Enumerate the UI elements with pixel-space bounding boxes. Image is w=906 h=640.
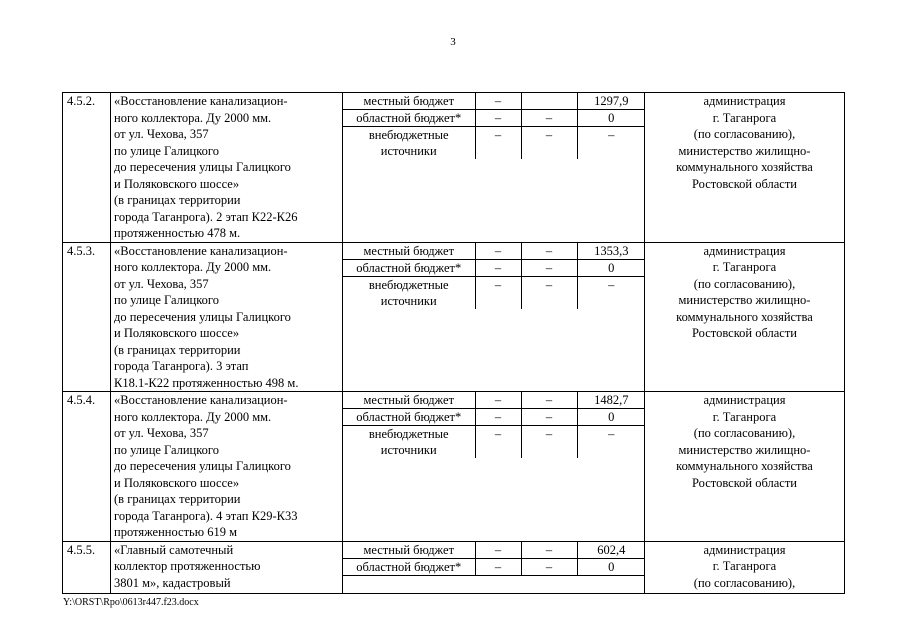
measure-name [111, 541, 343, 593]
funding-value [521, 93, 577, 110]
funding-value: – [608, 277, 615, 292]
measure-name-line: протяженностью 478 м. [114, 226, 241, 240]
row-number: 4.5.4. [63, 392, 111, 542]
funding-row [343, 110, 645, 127]
measure-name-line: города Таганрога). 2 этап К22-К26 [114, 209, 298, 224]
responsible-line: министерство жилищно- [678, 442, 811, 457]
measure-name-line: до пересечения улицы Галицкого [114, 309, 291, 324]
responsible-line: министерство жилищно- [678, 143, 811, 158]
responsible-line: Ростовской области [692, 176, 797, 191]
responsible-line: (по согласованию), [693, 575, 796, 590]
responsible [645, 93, 845, 243]
measure-name-line: по улице Галицкого [114, 293, 219, 307]
funding-value: – [475, 426, 521, 459]
responsible [645, 541, 845, 593]
responsible [645, 242, 845, 392]
row-number: 4.5.2. [63, 93, 111, 243]
responsible-line: г. Таганрога [712, 409, 777, 424]
funding-value: 602,4 [577, 542, 645, 559]
measure-name-line: К18.1-К22 протяженностью 498 м. [114, 375, 299, 390]
measure-name-line: от ул. Чехова, 357 [114, 127, 209, 141]
funding-value: – [521, 558, 577, 575]
responsible-line: администрация [703, 542, 786, 557]
funding-row [343, 276, 645, 309]
measure-name [111, 93, 343, 243]
funding-cell [343, 541, 645, 593]
measure-name-line: «Восстановление канализацион- [114, 243, 288, 258]
measure-name-line: города Таганрога). 3 этап [114, 359, 249, 373]
responsible-line: г. Таганрога [712, 559, 777, 573]
funding-value: – [475, 276, 521, 309]
funding-value: – [475, 392, 521, 409]
responsible-line: (по согласованию), [693, 127, 796, 141]
responsible-line: администрация [703, 393, 786, 407]
funding-value: – [475, 127, 521, 160]
table-row [63, 541, 845, 593]
funding-value: – [521, 426, 577, 459]
funding-source: областной бюджет* [343, 409, 475, 426]
funding-value: – [475, 110, 521, 127]
funding-row [343, 259, 645, 276]
measure-name-line: (в границах территории [114, 342, 241, 357]
responsible-line: Ростовской области [692, 475, 797, 490]
responsible-line: г. Таганрога [712, 260, 777, 274]
funding-source: внебюджетные источники [343, 426, 475, 459]
funding-row [343, 542, 645, 559]
funding-source: областной бюджет* [343, 110, 475, 127]
funding-source: внебюджетные источники [343, 276, 475, 309]
measure-name-line: и Поляковского шоссе» [114, 326, 240, 340]
funding-value: – [521, 243, 577, 260]
funding-value: – [475, 409, 521, 426]
measure-name-line: по улице Галицкого [114, 143, 219, 158]
funding-value: – [521, 127, 577, 160]
measures-table [62, 92, 845, 594]
funding-source: областной бюджет* [343, 558, 475, 575]
measure-name-line: и Поляковского шоссе» [114, 176, 240, 191]
measure-name-line: ного коллектора. Ду 2000 мм. [114, 260, 272, 274]
measure-name-line: «Восстановление канализацион- [114, 94, 288, 108]
funding-value: – [475, 243, 521, 260]
measure-name-line: по улице Галицкого [114, 442, 219, 457]
row-number: 4.5.5. [63, 541, 111, 593]
funding-value: 1482,7 [577, 392, 645, 409]
responsible-line: (по согласованию), [693, 426, 796, 440]
funding-row [343, 558, 645, 575]
measure-name-line: до пересечения улицы Галицкого [114, 459, 291, 473]
funding-value: – [475, 542, 521, 559]
funding-value: 0 [577, 110, 645, 127]
funding-row [343, 409, 645, 426]
measure-name-line: «Главный самотечный [114, 542, 234, 557]
measure-name-line: ного коллектора. Ду 2000 мм. [114, 110, 272, 125]
funding-value: – [521, 542, 577, 559]
measure-name-line: «Восстановление канализацион- [114, 393, 288, 407]
funding-cell [343, 93, 645, 243]
measure-name [111, 392, 343, 542]
funding-value: – [608, 128, 615, 142]
measure-name-line: коллектор протяженностью [114, 559, 261, 573]
funding-value: – [475, 259, 521, 276]
responsible-line: коммунального хозяйства [676, 160, 813, 174]
funding-value: – [475, 558, 521, 575]
footer-file-path: Y:\ORST\Rpo\0613r447.f23.docx [63, 597, 199, 608]
responsible-line: коммунального хозяйства [676, 459, 813, 473]
row-number: 4.5.3. [63, 242, 111, 392]
funding-value: 0 [577, 409, 645, 426]
funding-cell [343, 392, 645, 542]
responsible-line: министерство жилищно- [678, 293, 811, 307]
table-row [63, 392, 845, 542]
funding-value: – [521, 392, 577, 409]
funding-value: – [521, 259, 577, 276]
funding-value: 1353,3 [577, 243, 645, 260]
funding-value: 0 [577, 558, 645, 575]
measure-name-line: от ул. Чехова, 357 [114, 426, 209, 440]
funding-row [343, 426, 645, 459]
responsible-line: коммунального хозяйства [676, 309, 813, 324]
measure-name [111, 242, 343, 392]
funding-source: местный бюджет [343, 542, 475, 559]
funding-source: местный бюджет [343, 93, 475, 110]
responsible-line: администрация [703, 94, 786, 108]
funding-row [343, 243, 645, 260]
responsible-line: г. Таганрога [712, 110, 777, 125]
funding-row [343, 127, 645, 160]
measure-name-line: до пересечения улицы Галицкого [114, 160, 291, 174]
funding-source: областной бюджет* [343, 259, 475, 276]
funding-value: – [521, 276, 577, 309]
funding-value: – [608, 427, 615, 441]
measure-name-line: и Поляковского шоссе» [114, 475, 240, 490]
funding-source: местный бюджет [343, 243, 475, 260]
measure-name-line: (в границах территории [114, 193, 241, 207]
funding-value: 1297,9 [577, 93, 645, 110]
funding-source: местный бюджет [343, 392, 475, 409]
measure-name-line: протяженностью 619 м [114, 525, 237, 539]
funding-row [343, 392, 645, 409]
table-row [63, 93, 845, 243]
funding-row [343, 93, 645, 110]
funding-value: 0 [577, 259, 645, 276]
measure-name-line: (в границах территории [114, 492, 241, 506]
measure-name-line: 3801 м», кадастровый [114, 575, 231, 590]
table-row [63, 242, 845, 392]
funding-source: внебюджетные источники [343, 127, 475, 160]
measure-name-line: ного коллектора. Ду 2000 мм. [114, 409, 272, 424]
measure-name-line: города Таганрога). 4 этап К29-К33 [114, 508, 298, 523]
measure-name-line: от ул. Чехова, 357 [114, 276, 209, 291]
responsible-line: администрация [703, 243, 786, 258]
funding-value: – [521, 110, 577, 127]
responsible-line: (по согласованию), [693, 276, 796, 291]
funding-value: – [521, 409, 577, 426]
funding-cell [343, 242, 645, 392]
page-number: 3 [450, 36, 456, 48]
responsible-line: Ростовской области [692, 326, 797, 340]
funding-value: – [475, 93, 521, 110]
responsible [645, 392, 845, 542]
